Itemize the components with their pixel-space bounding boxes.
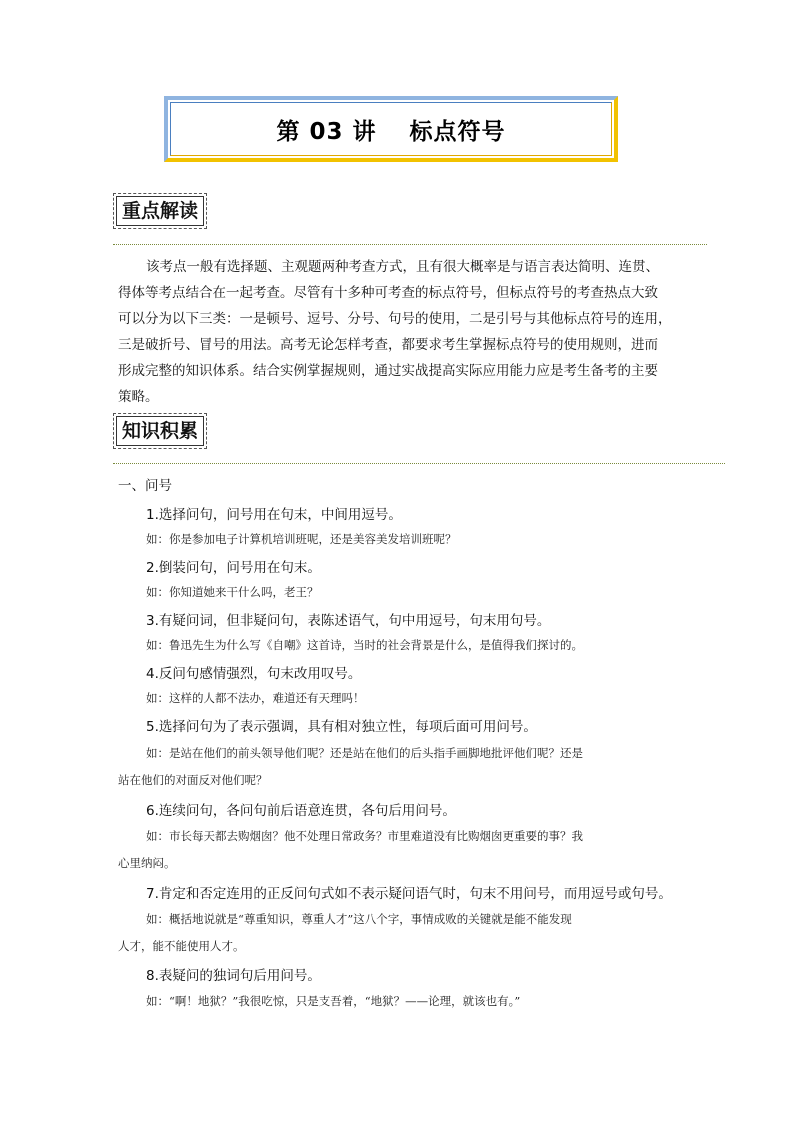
section-divider bbox=[113, 463, 725, 464]
example-line: 如：你知道她来干什么吗，老王？ bbox=[146, 585, 319, 599]
paragraph-line: 该考点一般有选择题、主观题两种考查方式，且有很大概率是与语言表达简明、连贯、 bbox=[146, 259, 659, 275]
example-line: 如：“啊！地狱？”我很吃惊，只是支吾着，“地狱？——论理，就该也有。” bbox=[146, 994, 521, 1008]
rule-item: 4.反问句感情强烈，句末改用叹号。 bbox=[146, 666, 362, 682]
rule-item: 2.倒装问句，问号用在句末。 bbox=[146, 560, 321, 576]
example-line: 如：是站在他们的前头领导他们呢？还是站在他们的后头指手画脚地批评他们呢？还是 bbox=[146, 746, 583, 760]
example-line: 如：市长每天都去购烟囱？他不处理日常政务？市里难道没有比购烟囱更重要的事？我 bbox=[146, 829, 583, 843]
section-divider bbox=[113, 244, 707, 245]
paragraph-line: 形成完整的知识体系。结合实例掌握规则，通过实战提高实际应用能力应是考生备考的主要 bbox=[118, 363, 658, 379]
section-label-key-points bbox=[113, 193, 207, 229]
section-label-text: 知识积累 bbox=[116, 416, 204, 446]
section-label-knowledge bbox=[113, 413, 207, 449]
example-line: 如：这样的人都不法办，难道还有天理吗！ bbox=[146, 691, 365, 705]
title-box bbox=[164, 96, 618, 162]
rule-item: 8.表疑问的独词句后用问号。 bbox=[146, 968, 321, 984]
rule-item: 3.有疑问词，但非疑问句，表陈述语气，句中用逗号，句末用句号。 bbox=[146, 613, 551, 629]
rule-item: 7.肯定和否定连用的正反问句式如不表示疑问语气时，句末不用问号，而用逗号或句号。 bbox=[146, 886, 672, 902]
example-line: 如：概括地说就是“尊重知识，尊重人才”这八个字，事情成败的关键就是能不能发现 bbox=[146, 912, 572, 926]
example-line: 人才，能不能使用人才。 bbox=[118, 939, 245, 953]
paragraph-line: 三是破折号、冒号的用法。高考无论怎样考查，都要求考生掌握标点符号的使用规则，进而 bbox=[118, 337, 658, 353]
example-line: 如：你是参加电子计算机培训班呢，还是美容美发培训班呢？ bbox=[146, 532, 457, 546]
rule-item: 1.选择问句，问号用在句末，中间用逗号。 bbox=[146, 507, 402, 523]
paragraph-line: 得体等考点结合在一起考查。尽管有十多种可考查的标点符号，但标点符号的考查热点大致 bbox=[118, 285, 658, 301]
section-label-text: 重点解读 bbox=[116, 196, 204, 226]
rule-item: 5.选择问句为了表示强调，具有相对独立性，每项后面可用问号。 bbox=[146, 719, 537, 735]
example-line: 如：鲁迅先生为什么写《自嘲》这首诗，当时的社会背景是什么，是值得我们探讨的。 bbox=[146, 638, 583, 652]
example-line: 心里纳闷。 bbox=[118, 856, 176, 870]
example-line: 站在他们的对面反对他们呢？ bbox=[118, 773, 268, 787]
subsection-heading: 一、问号 bbox=[118, 478, 172, 494]
paragraph-line: 策略。 bbox=[118, 389, 159, 405]
paragraph-line: 可以分为以下三类：一是顿号、逗号、分号、句号的使用，二是引号与其他标点符号的连用， bbox=[118, 311, 672, 327]
page-title: 第 03 讲 标点符号 bbox=[276, 118, 506, 145]
rule-item: 6.连续问句，各问句前后语意连贯，各句后用问号。 bbox=[146, 803, 456, 819]
